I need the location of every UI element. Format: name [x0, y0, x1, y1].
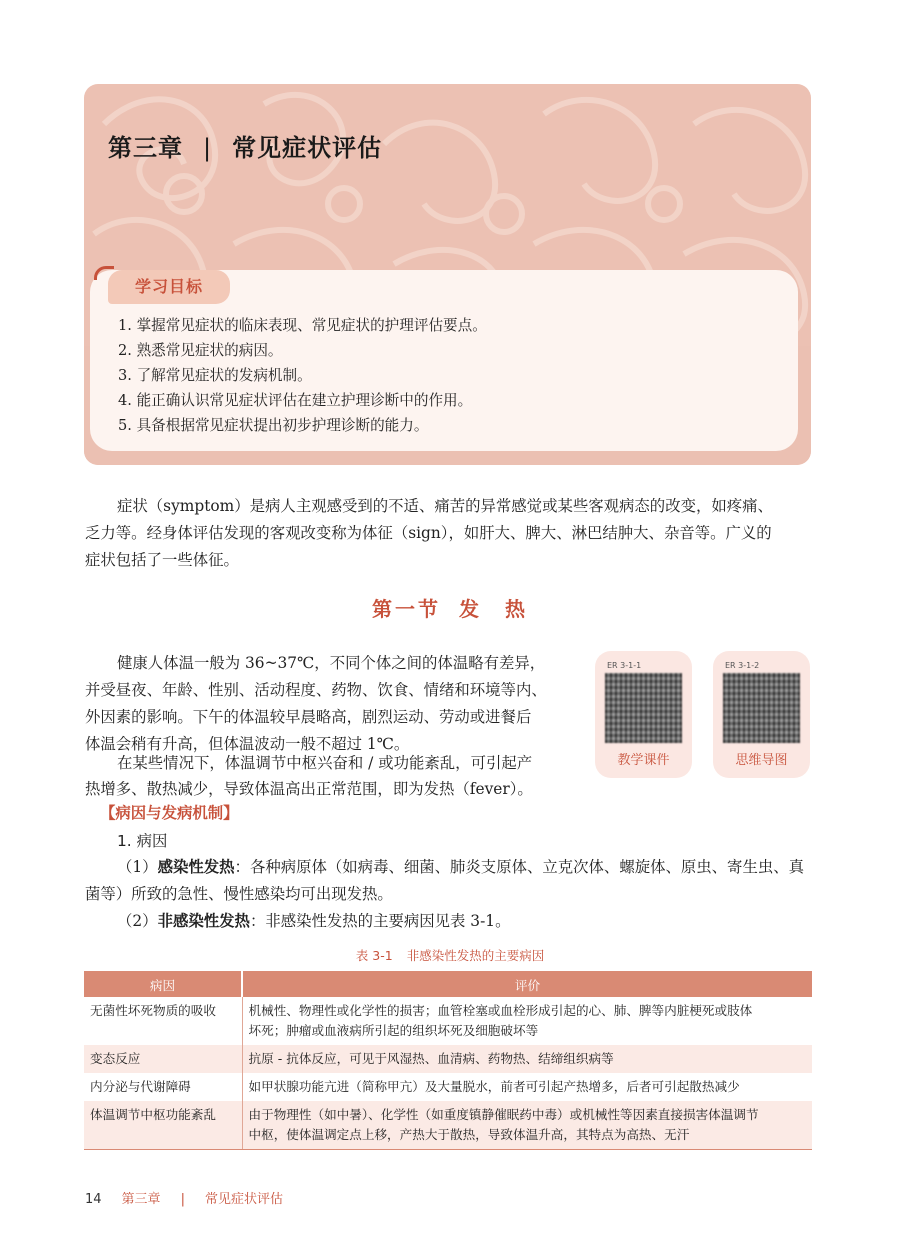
infectious-fever-line: 菌等）所致的急性、慢性感染均可出现发热。 [85, 885, 393, 903]
footer-chapter: 第三章 [121, 1192, 161, 1207]
evaluation-cell: 如甲状腺功能亢进（简称甲亢）及大量脱水，前者可引起产热增多，后者可引起散热减少 [248, 1079, 740, 1094]
cause-cell: 变态反应 [84, 1045, 242, 1073]
temperature-line: 健康人体温一般为 36~37℃，不同个体之间的体温略有差异， [117, 654, 546, 672]
table-number: 表 3-1 [355, 948, 393, 963]
page-number: 14 [85, 1192, 102, 1207]
evaluation-line: 中枢，使体温调定点上移，产热大于散热，导致体温升高，其特点为高热、无汗 [248, 1127, 690, 1142]
table-header-row [84, 971, 812, 997]
cause-cell: 无菌性坏死物质的吸收 [84, 997, 242, 1045]
item-number: （1） [117, 858, 158, 876]
infectious-fever-line [117, 854, 804, 881]
learning-objectives-label: 学习目标 [108, 270, 230, 304]
intro-line: 症状包括了一些体征。 [85, 551, 239, 569]
temperature-line: 体温会稍有升高，但体温波动一般不超过 1℃。 [85, 735, 410, 753]
chapter-title-separator: | [203, 134, 213, 162]
column-header-evaluation: 评价 [242, 971, 812, 997]
chapter-name: 常见症状评估 [232, 134, 383, 162]
chapter-number: 第三章 [108, 134, 183, 162]
intro-line: 乏力等。经身体评估发现的客观改变称为体征（sign），如肝大、脾大、淋巴结肿大、杂音等。广义的 [85, 524, 772, 542]
table-row [84, 1073, 812, 1101]
evaluation-cell: 抗原 - 抗体反应，可见于风湿热、血清病、药物热、结缔组织病等 [242, 1045, 812, 1073]
etiology-subheading: 1. 病因 [117, 832, 168, 850]
objective-item: 1. 掌握常见症状的临床表现、常见症状的护理评估要点。 [118, 317, 487, 334]
cause-cell: 体温调节中枢功能紊乱 [84, 1101, 242, 1150]
evaluation-line: 机械性、物理性或化学性的损害；血管栓塞或血栓形成引起的心、肺、脾等内脏梗死或肢体 [248, 1003, 753, 1018]
noninfectious-fever-text: ：非感染性发热的主要病因见表 3-1。 [249, 912, 511, 930]
infectious-fever-text: ：各种病原体（如病毒、细菌、肺炎支原体、立克次体、螺旋体、原虫、寄生虫、真 [234, 858, 805, 876]
cause-cell: 内分泌与代谢障碍 [84, 1073, 242, 1101]
etiology-heading: 【病因与发病机制】 [100, 804, 239, 822]
mindmap-resource-card[interactable] [713, 651, 810, 778]
noninfectious-fever-term: 非感染性发热 [157, 912, 250, 930]
evaluation-cell [242, 997, 812, 1045]
evaluation-line: 由于物理性（如中暑）、化学性（如重度镇静催眠药中毒）或机械性等因素直接损害体温调节 [248, 1107, 759, 1122]
resource-code: ER 3-1-1 [607, 661, 642, 670]
table-row [84, 1045, 812, 1073]
qr-code-icon[interactable] [723, 673, 800, 743]
item-number: （2） [117, 912, 158, 930]
temperature-line: 并受昼夜、年龄、性别、活动程度、药物、饮食、情绪和环境等内、 [85, 681, 547, 699]
resource-label: 教学课件 [617, 753, 670, 768]
fever-line: 在某些情况下，体温调节中枢兴奋和 / 或功能紊乱，可引起产 [117, 754, 533, 772]
column-header-cause: 病因 [84, 971, 242, 997]
footer-title: 常见症状评估 [204, 1192, 283, 1207]
objective-item: 2. 熟悉常见症状的病因。 [118, 342, 283, 359]
footer-separator: | [180, 1192, 185, 1207]
objective-item: 5. 具备根据常见症状提出初步护理诊断的能力。 [118, 417, 429, 434]
evaluation-cell [242, 1101, 812, 1150]
section-title [0, 593, 900, 622]
objective-item: 3. 了解常见症状的发病机制。 [118, 367, 312, 384]
table-caption [0, 946, 900, 964]
page-footer [85, 1188, 283, 1207]
section-name: 发 热 [459, 597, 528, 621]
qr-code-icon[interactable] [605, 673, 682, 743]
temperature-line: 外因素的影响。下午的体温较早晨略高，剧烈运动、劳动或进餐后 [85, 708, 532, 726]
evaluation-line: 坏死；肿瘤或血液病所引起的组织坏死及细胞破坏等 [248, 1023, 539, 1038]
fever-line: 热增多、散热减少，导致体温高出正常范围，即为发热（fever）。 [85, 780, 533, 798]
noninfectious-fever-line [117, 908, 510, 935]
learning-objectives-list [118, 313, 487, 438]
noninfectious-fever-causes-table [84, 971, 812, 1150]
table-title: 非感染性发热的主要病因 [406, 948, 545, 963]
infectious-fever-term: 感染性发热 [157, 858, 235, 876]
section-number: 第一节 [372, 597, 441, 621]
intro-line: 症状（symptom）是病人主观感受到的不适、痛苦的异常感觉或某些客观病态的改变，如疼痛、 [117, 497, 773, 515]
objective-item: 4. 能正确认识常见症状评估在建立护理诊断中的作用。 [118, 392, 473, 409]
chapter-title [108, 128, 382, 163]
table-row [84, 1101, 812, 1150]
table-row [84, 997, 812, 1045]
resource-code: ER 3-1-2 [725, 661, 760, 670]
resource-label: 思维导图 [735, 753, 788, 768]
courseware-resource-card[interactable] [595, 651, 692, 778]
